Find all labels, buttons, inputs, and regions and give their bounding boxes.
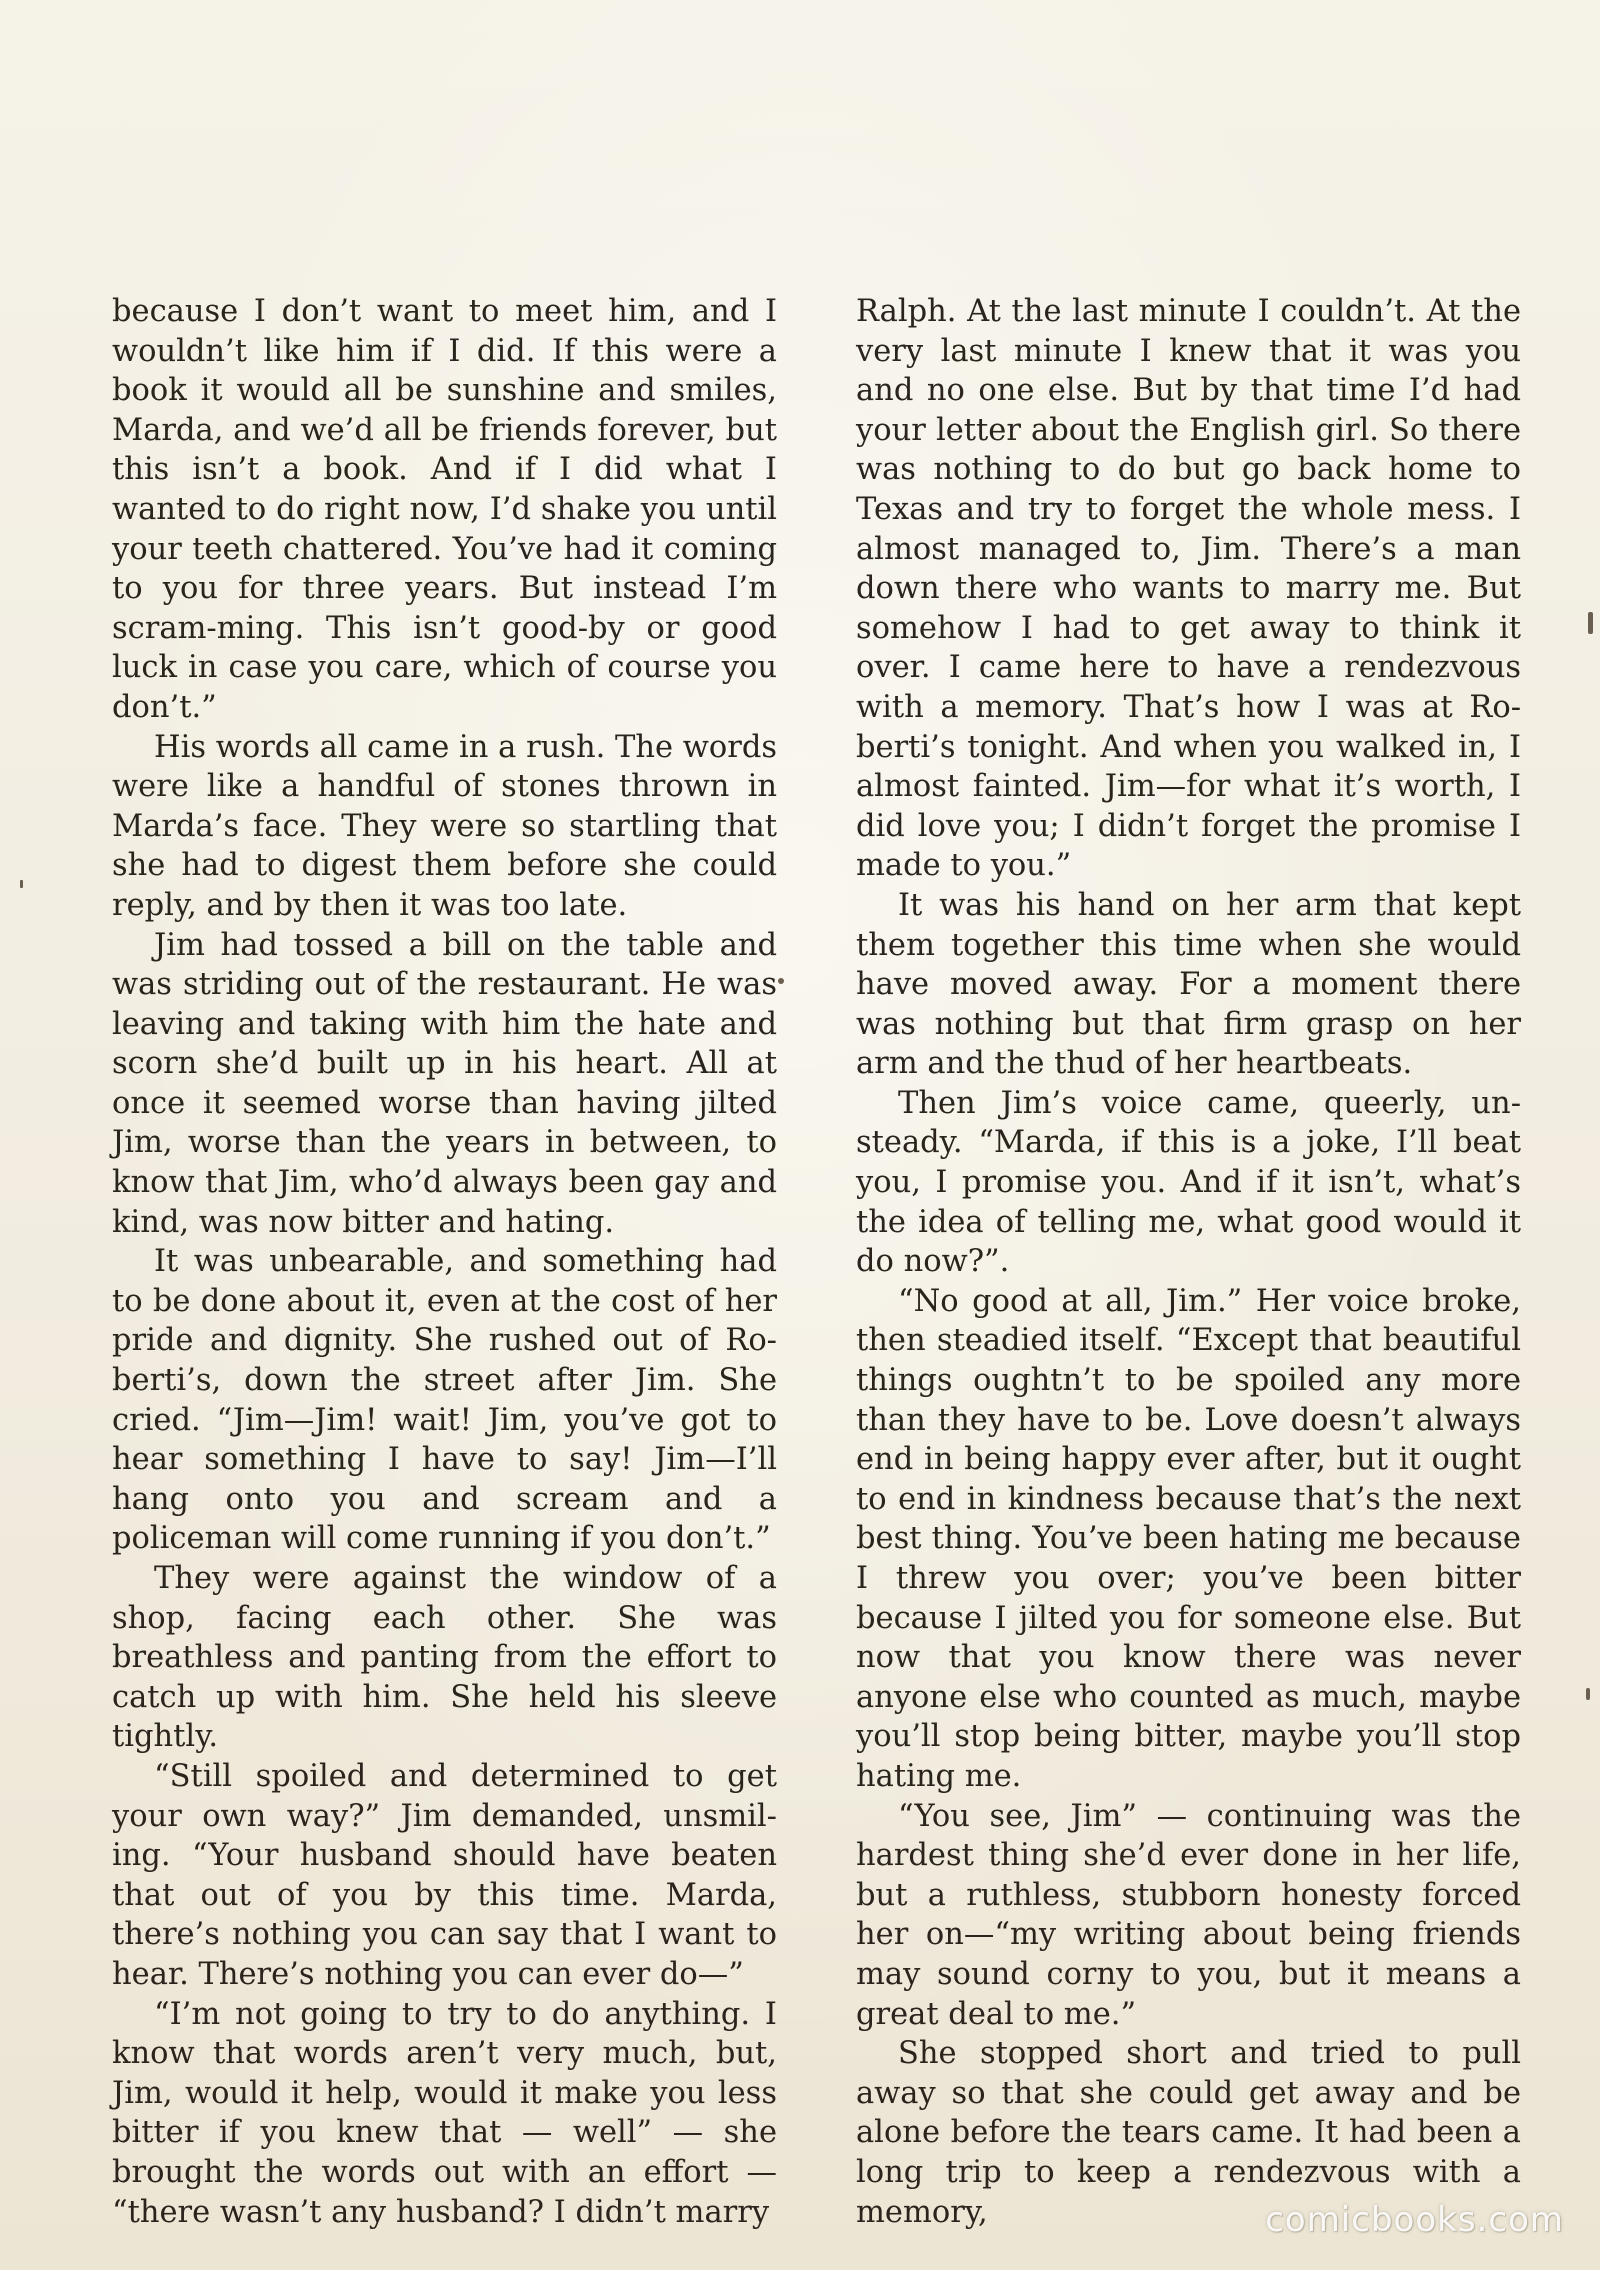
- ink-speck: [20, 880, 23, 888]
- paragraph: Ralph. At the last minute I couldn’t. At the very last minute I knew that it was you and no one else. But by that time I’d had your letter about the English girl. So there was nothing to do but go back home to Texas and try to forget the whole mess. I almost managed to, Jim. There’s a man down there who wants to marry me. But somehow I had to get away to think it over. I came here to have a rendezvous with a memory. That’s how I was at Ro-berti’s tonight. And when you walked in, I almost fainted. Jim—for what it’s worth, I did love you; I didn’t forget the promise I made to you.”: [856, 294, 1521, 884]
- paragraph: “I’m not going to try to do anything. I know that words aren’t very much, but, Jim, would it help, would it make you less bitter if you knew that — well” — she brought the words out with an effort — “there wasn’t any husband? I didn’t marry: [112, 1996, 777, 2230]
- paragraph: “You see, Jim” — continuing was the hardest thing she’d ever done in her life, but a ruthless, stubborn honesty forced her on—“my writing about being friends may sound corny to you, but it means a great deal to me.”: [856, 1798, 1521, 2032]
- paragraph: His words all came in a rush. The words were like a handful of stones thrown in Marda’s face. They were so startling that she had to digest them before she could reply, and by then it was too late.: [112, 729, 777, 923]
- ink-speck: [1588, 612, 1593, 634]
- paragraph: because I don’t want to meet him, and I wouldn’t like him if I did. If this were a book it would all be sunshine and smiles, Marda, and we’d all be friends forever, but this isn’t a book. And if I did what I wanted to do right now, I’d shake you until your teeth chattered. You’ve had it coming to you for three years. But instead I’m scram-ming. This isn’t good-by or good luck in case you care, which of course you don’t.”: [112, 294, 777, 725]
- right-text-column: [856, 292, 1521, 2232]
- paragraph: Then Jim’s voice came, queerly, un-steady. “Marda, if this is a joke, I’ll beat you, I promise you. And if it isn’t, what’s the idea of telling me, what good would it do now?”.: [856, 1085, 1521, 1280]
- left-text-column: [112, 292, 777, 2232]
- paragraph: She stopped short and tried to pull away so that she could get away and be alone before the tears came. It had been a long trip to keep a rendezvous with a memory,: [856, 2036, 1521, 2230]
- ink-speck: [1586, 1688, 1590, 1700]
- site-watermark: comicbooks.com: [1265, 2200, 1564, 2240]
- paragraph: It was his hand on her arm that kept them together this time when she would have moved away. For a moment there was nothing but that firm grasp on her arm and the thud of her heartbeats.: [856, 887, 1521, 1082]
- paragraph: “Still spoiled and determined to get your own way?” Jim demanded, unsmil-ing. “Your husband should have beaten that out of you by this time. Marda, there’s nothing you can say that I want to hear. There’s nothing you can ever do—”: [112, 1758, 777, 1992]
- paragraph: They were against the window of a shop, facing each other. She was breathless and panting from the effort to catch up with him. She held his sleeve tightly.: [112, 1561, 777, 1755]
- paragraph: It was unbearable, and something had to be done about it, even at the cost of her pride and dignity. She rushed out of Ro-berti’s, down the street after Jim. She cried. “Jim—Jim! wait! Jim, you’ve got to hear something I have to say! Jim—I’ll hang onto you and scream and a policeman will come running if you don’t.”: [112, 1244, 777, 1557]
- paragraph: “No good at all, Jim.” Her voice broke, then steadied itself. “Except that beautiful things oughtn’t to be spoiled any more than they have to be. Love doesn’t always end in being happy ever after, but it ought to end in kindness because that’s the next best thing. You’ve been hating me because I threw you over; you’ve been bitter because I jilted you for someone else. But now that you know there was never anyone else who counted as much, maybe you’ll stop being bitter, maybe you’ll stop hating me.: [856, 1283, 1521, 1794]
- paragraph: Jim had tossed a bill on the table and was striding out of the restaurant. He was leaving and taking with him the hate and scorn she’d built up in his heart. All at once it seemed worse than having jilted Jim, worse than the years in between, to know that Jim, who’d always been gay and kind, was now bitter and hating.: [112, 927, 777, 1240]
- ink-speck: [778, 978, 784, 984]
